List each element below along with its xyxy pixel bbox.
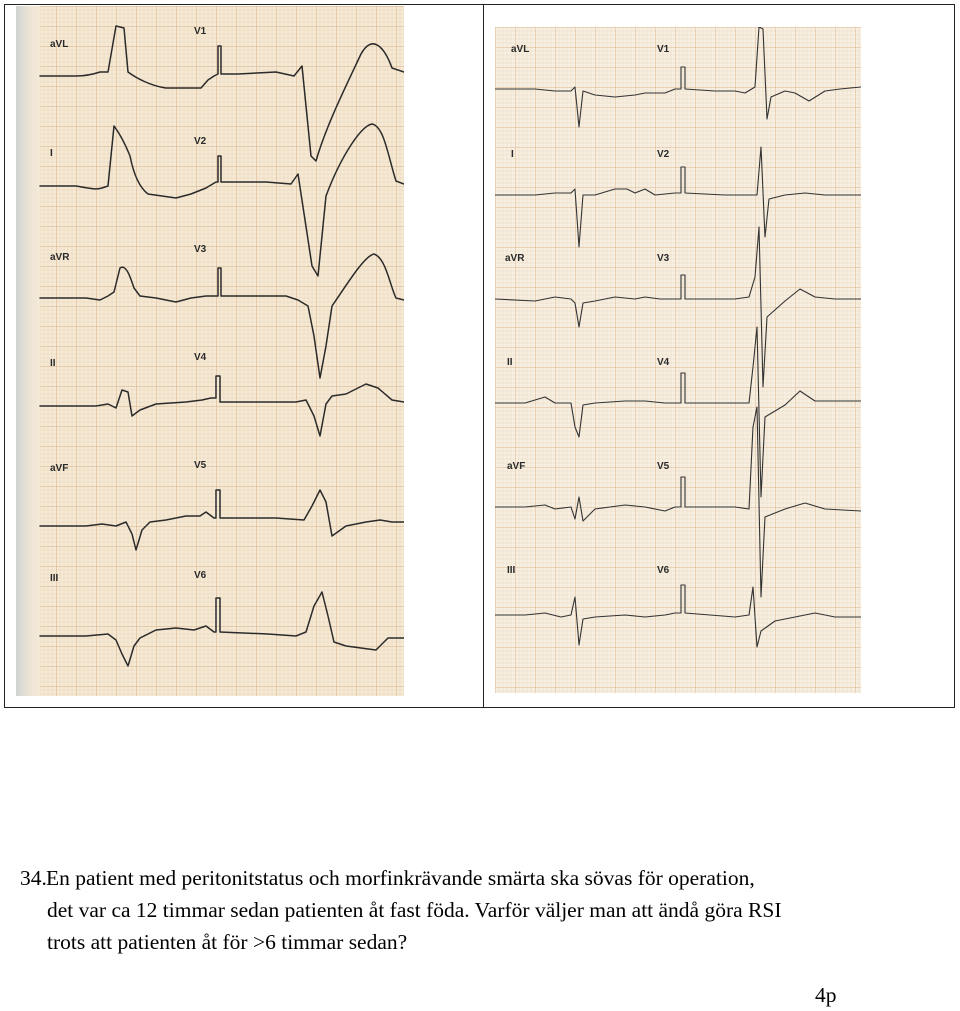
lead-label-iii: III bbox=[50, 573, 59, 584]
lead-label-iii: III bbox=[507, 565, 516, 576]
question-number: 34. bbox=[20, 866, 47, 890]
lead-label-v4: V4 bbox=[194, 352, 207, 363]
lead-label-avl: aVL bbox=[50, 39, 69, 50]
ecg-right-image bbox=[495, 27, 861, 693]
lead-label-v4: V4 bbox=[657, 357, 670, 368]
lead-label-avf: aVF bbox=[50, 463, 69, 474]
lead-label-v5: V5 bbox=[657, 461, 670, 472]
question-text bbox=[20, 862, 920, 958]
lead-label-v2: V2 bbox=[194, 136, 207, 147]
lead-label-avf: aVF bbox=[507, 461, 526, 472]
lead-label-v6: V6 bbox=[194, 570, 207, 581]
question-line-1: 34.En patient med peritonitstatus och morfinkrävande smärta ska sövas för operation, bbox=[20, 862, 920, 894]
lead-label-ii: II bbox=[507, 357, 513, 368]
lead-label-v1: V1 bbox=[657, 44, 670, 55]
lead-label-v6: V6 bbox=[657, 565, 670, 576]
question-points: 4p bbox=[815, 983, 837, 1007]
lead-label-ii: II bbox=[50, 358, 56, 369]
lead-label-avr: aVR bbox=[505, 253, 525, 264]
lead-label-v3: V3 bbox=[194, 244, 207, 255]
lead-label-v5: V5 bbox=[194, 460, 207, 471]
lead-label-v2: V2 bbox=[657, 149, 670, 160]
question-line-3: trots att patienten åt för >6 timmar sedan? bbox=[47, 930, 408, 954]
lead-label-i: I bbox=[511, 149, 514, 160]
lead-label-avl: aVL bbox=[511, 44, 530, 55]
lead-label-v1: V1 bbox=[194, 26, 207, 37]
ecg-left-image bbox=[16, 6, 404, 696]
lead-label-avr: aVR bbox=[50, 252, 70, 263]
table-divider bbox=[483, 5, 484, 707]
question-line-2: det var ca 12 timmar sedan patienten åt fast föda. Varför väljer man att ändå göra RSI bbox=[47, 898, 782, 922]
lead-label-i: I bbox=[50, 148, 53, 159]
lead-label-v3: V3 bbox=[657, 253, 670, 264]
